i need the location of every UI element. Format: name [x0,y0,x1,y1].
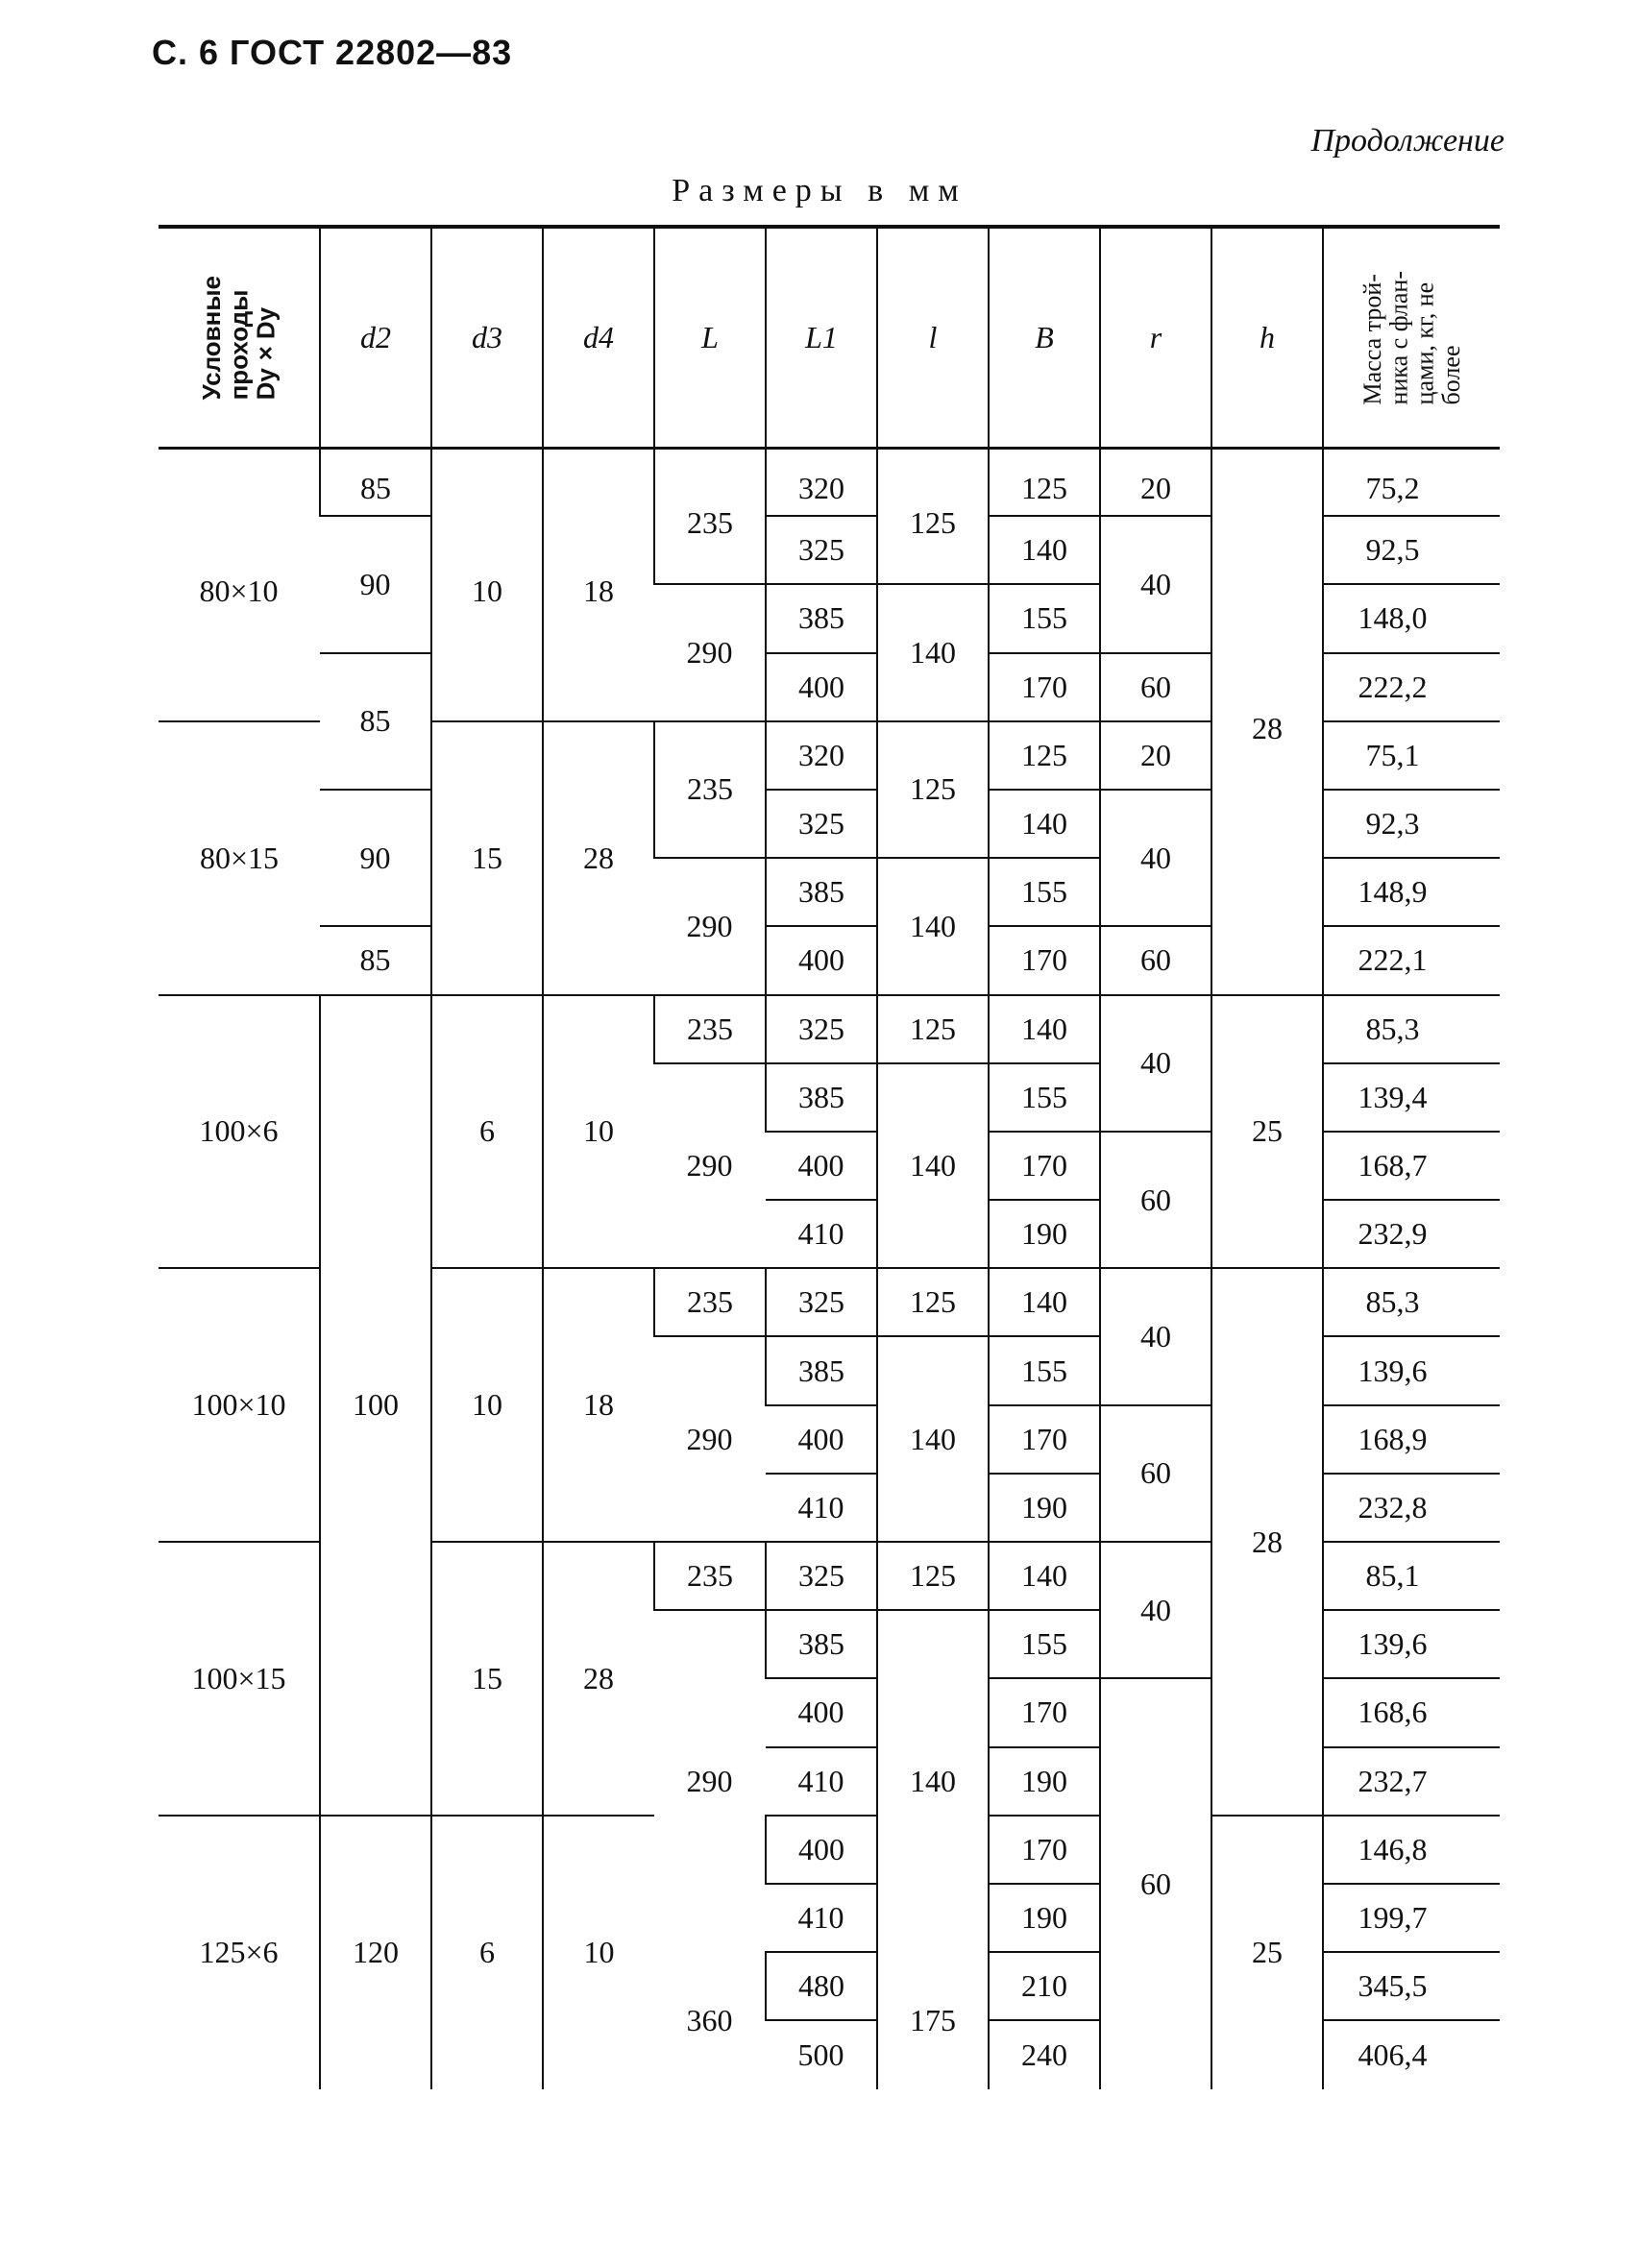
header-L: L [654,227,766,448]
header-l: l [877,227,989,448]
cell-mass: 85,1 [1323,1542,1500,1610]
cell-B: 190 [989,1200,1100,1268]
cell-L: 235 [654,721,766,858]
cell-L1: 320 [766,448,877,516]
cell-d4: 10 [543,1816,654,2089]
cell-r: 60 [1100,653,1211,721]
cell-d4: 28 [543,1542,654,1816]
cell-B: 190 [989,1884,1100,1952]
cell-mass: 168,7 [1323,1132,1500,1200]
header-B: B [989,227,1100,448]
cell-L1: 500 [797,2036,844,2072]
header-passage-line-3: Dy×Dy [251,306,281,400]
header-passage [159,227,320,448]
continuation-label: Продолжение [1310,123,1504,159]
header-passage-line-2: проходы [224,289,254,400]
cell-r: 40 [1100,516,1211,652]
cell-L: 360 [686,2002,733,2037]
cell-h: 28 [1211,1268,1323,1816]
cell-mass: 232,7 [1323,1747,1500,1816]
header-mass-line-3: цами, кг, не [1410,281,1439,404]
table-header-row [159,227,1500,448]
page-header: С. 6 ГОСТ 22802—83 [152,33,513,72]
cell-B: 140 [989,1542,1100,1610]
cell-r: 60 [1100,1132,1211,1268]
cell-L1: 325 [766,790,877,858]
cell-d4: 18 [543,448,654,721]
cell-L1: 400 [766,1816,877,1884]
cell-mass: 199,7 [1323,1884,1500,1952]
cell-h: 25 [1211,1816,1323,2089]
header-mass-line-4: более [1436,345,1465,404]
cell-l: 125 [877,995,989,1063]
units-caption: Размеры в мм [672,173,967,208]
cell-B: 190 [989,1747,1100,1816]
cell-d3: 10 [431,1268,543,1542]
cell-mass: 148,9 [1323,858,1500,926]
header-mass [1323,227,1500,448]
cell-mass: 232,8 [1323,1474,1500,1542]
cell-mass: 85,3 [1323,995,1500,1063]
cell-L1: 410 [766,1884,877,1952]
cell-L1: 385 [766,584,877,652]
cell-mass: 222,1 [1323,926,1500,994]
cell-mass: 168,6 [1323,1678,1500,1746]
cell-L: 290 [654,1063,766,1269]
cell-d3: 10 [431,448,543,721]
cell-B: 210 [989,1952,1100,2020]
cell-d4: 10 [543,995,654,1269]
cell-d3: 6 [431,1816,543,2089]
header-mass-line-1: Масса трой- [1358,273,1386,404]
cell-mass: 139,4 [1323,1063,1500,1132]
cell-L1: 320 [766,721,877,790]
cell-L1: 400 [766,1678,877,1746]
cell-mass: 232,9 [1323,1200,1500,1268]
cell-L: 290 [686,1764,733,1799]
cell-r: 40 [1100,995,1211,1132]
cell-mass: 92,5 [1323,516,1500,584]
table-row [159,995,1500,1063]
cell-d2: 85 [320,926,431,994]
cell-L1: 385 [766,1336,877,1404]
cell-r: 60 [1100,926,1211,994]
cell-L1: 325 [766,516,877,584]
cell-d4: 18 [543,1268,654,1542]
cell-L: 235 [654,995,766,1063]
cell-B: 155 [989,1336,1100,1404]
cell-B: 170 [989,926,1100,994]
cell-B: 240 [989,2020,1100,2088]
cell-L1: 400 [766,1405,877,1474]
cell-mass: 85,3 [1323,1268,1500,1336]
cell-l: 125 [877,1268,989,1336]
cell-mass: 75,2 [1323,448,1500,516]
cell-L: 290 [654,584,766,720]
cell-mass: 139,6 [1323,1336,1500,1404]
cell-L: 235 [654,1268,766,1336]
cell-passage: 100×10 [159,1268,320,1542]
cell-B: 155 [989,1063,1100,1132]
table-row [159,1816,1500,1884]
cell-passage: 80×10 [159,448,320,721]
cell-mass: 148,0 [1323,584,1500,652]
cell-passage: 80×15 [159,721,320,995]
cell-L1: 325 [766,995,877,1063]
cell-passage: 125×6 [199,1935,279,1970]
cell-l: 125 [877,1542,989,1610]
cell-L1: 325 [766,1268,877,1336]
cell-d2: 90 [320,516,431,652]
cell-d3: 6 [431,995,543,1269]
cell-B: 155 [989,858,1100,926]
cell-mass: 345,5 [1323,1952,1500,2020]
cell-d3: 15 [431,721,543,995]
cell-B: 170 [989,653,1100,721]
cell-L: 290 [654,858,766,994]
cell-L1: 410 [766,1747,877,1816]
cell-B: 140 [989,1268,1100,1336]
cell-B: 155 [989,1610,1100,1678]
cell-L1: 385 [766,858,877,926]
cell-l: 140 [877,1610,989,1952]
cell-L1: 410 [766,1200,877,1268]
cell-l: 125 [877,448,989,584]
table-row [159,448,1500,516]
cell-L: 290 [654,1336,766,1542]
cell-r: 60 [1100,1678,1211,2088]
cell-B: 170 [989,1132,1100,1200]
cell-L1: 400 [766,926,877,994]
cell-d2: 85 [320,448,431,516]
header-d2: d2 [320,227,431,448]
cell-L1: 385 [766,1610,877,1678]
cell-d2: 90 [320,790,431,926]
cell-d2: 85 [320,653,431,790]
cell-L1: 400 [766,653,877,721]
cell-L: 235 [654,1542,766,1610]
cell-L1: 410 [766,1474,877,1542]
cell-B: 155 [989,584,1100,652]
cell-d2: 120 [320,1816,431,2089]
cell-B: 170 [989,1678,1100,1746]
cell-L1: 400 [766,1132,877,1200]
cell-r: 60 [1100,1405,1211,1542]
cell-l: 125 [877,721,989,858]
cell-r: 40 [1100,1542,1211,1678]
cell-L1: 385 [766,1063,877,1132]
header-r: r [1100,227,1211,448]
header-h: h [1211,227,1323,448]
cell-B: 140 [989,790,1100,858]
cell-L1: 480 [766,1952,877,2020]
header-passage-line-1: Условные [197,275,227,400]
cell-r: 40 [1100,790,1211,926]
cell-l: 140 [877,584,989,720]
cell-d4: 28 [543,721,654,995]
header-d4: d4 [543,227,654,448]
cell-mass: 168,9 [1323,1405,1500,1474]
cell-d3: 15 [431,1542,543,1816]
cell-d2: 100 [320,995,431,1816]
header-d3: d3 [431,227,543,448]
cell-B: 140 [989,516,1100,584]
header-L1: L1 [766,227,877,448]
cell-mass: 406,4 [1323,2020,1500,2088]
cell-L1: 325 [766,1542,877,1610]
cell-B: 170 [989,1405,1100,1474]
cell-B: 190 [989,1474,1100,1542]
cell-passage: 100×15 [159,1542,320,1816]
cell-r: 20 [1100,448,1211,516]
cell-l: 140 [877,1336,989,1542]
dimensions-table [159,225,1500,2089]
cell-B: 125 [989,448,1100,516]
cell-l: 175 [877,1952,989,2088]
cell-B: 170 [989,1816,1100,1884]
cell-mass: 222,2 [1323,653,1500,721]
cell-passage: 100×6 [159,995,320,1269]
cell-mass: 139,6 [1323,1610,1500,1678]
cell-r: 20 [1100,721,1211,790]
header-mass-line-2: ника с флан- [1384,270,1413,404]
cell-h: 28 [1211,448,1323,995]
cell-B: 125 [989,721,1100,790]
cell-mass: 146,8 [1323,1816,1500,1884]
cell-L: 235 [654,448,766,584]
cell-l: 140 [877,858,989,994]
cell-l: 140 [877,1063,989,1269]
cell-mass: 92,3 [1323,790,1500,858]
cell-h: 25 [1211,995,1323,1269]
cell-B: 140 [989,995,1100,1063]
cell-mass: 75,1 [1323,721,1500,790]
cell-r: 40 [1100,1268,1211,1404]
